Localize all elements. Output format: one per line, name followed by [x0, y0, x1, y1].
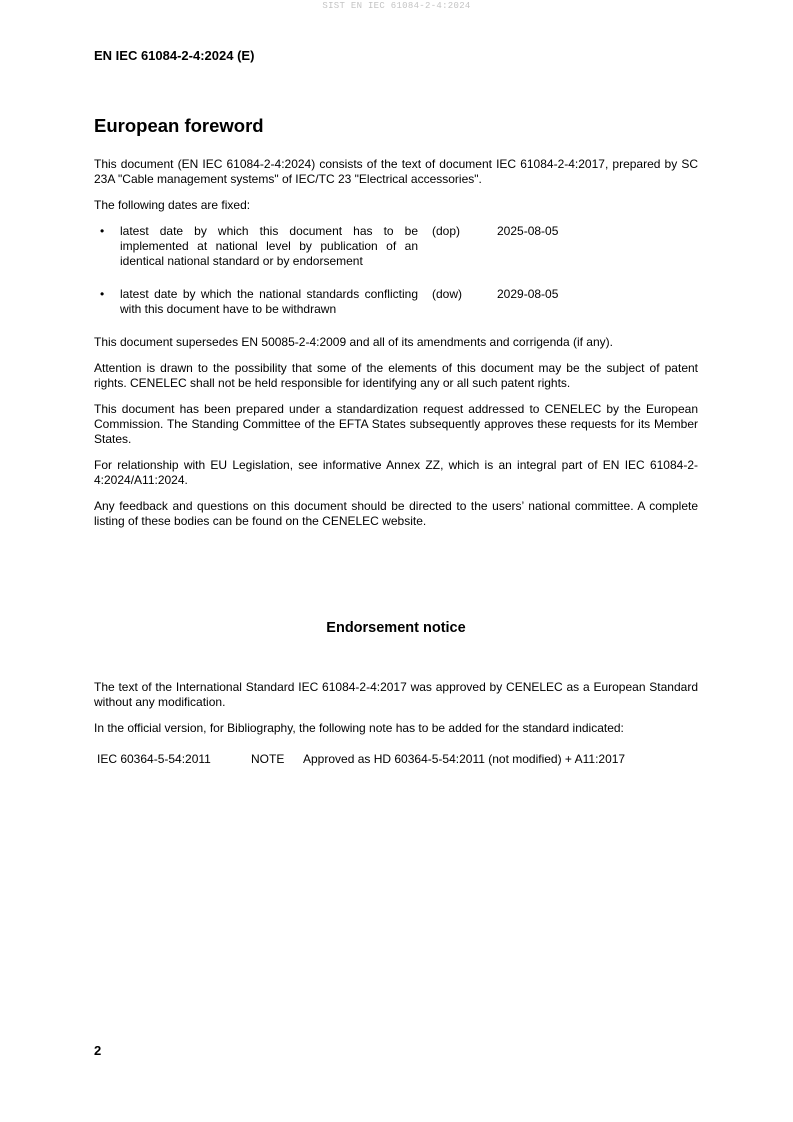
- endorsement-approval-paragraph: The text of the International Standard IEC 61084-2-4:2017 was approved by CENELEC as a European Standard without any modification.: [94, 680, 698, 709]
- date-description: latest date by which this document has to be implemented at national level by publication of an identical national standard or by endorsement: [120, 224, 418, 268]
- foreword-body: [94, 157, 698, 540]
- date-value: 2025-08-05: [497, 224, 559, 238]
- reference-standard: IEC 60364-5-54:2011: [97, 752, 211, 766]
- endorsement-body: [94, 680, 698, 767]
- page-number: 2: [94, 1043, 102, 1058]
- patent-paragraph: Attention is drawn to the possibility that some of the elements of this document may be the subject of patent rights. CENELEC shall not be held responsible for identifying any or all such patent rights.: [94, 361, 698, 390]
- foreword-heading: European foreword: [94, 115, 264, 136]
- supersedes-paragraph: This document supersedes EN 50085-2-4:2009 and all of its amendments and corrigenda (if any).: [94, 335, 613, 349]
- bullet-marker: •: [100, 287, 105, 301]
- date-value: 2029-08-05: [497, 287, 559, 301]
- foreword-intro: This document (EN IEC 61084-2-4:2024) consists of the text of document IEC 61084-2-4:2017, prepared by SC 23A "Cable management systems" of IEC/TC 23 "Electrical accessories".: [94, 157, 698, 186]
- date-item-dop: [94, 224, 698, 269]
- date-description: latest date by which the national standards conflicting with this document have to be withdrawn: [120, 287, 418, 316]
- eu-legislation-paragraph: For relationship with EU Legislation, see informative Annex ZZ, which is an integral part of EN IEC 61084-2-4:2024/A11:2024.: [94, 458, 698, 487]
- reference-note-text: Approved as HD 60364-5-54:2011 (not modified) + A11:2017: [303, 752, 626, 766]
- bibliography-reference: [94, 752, 698, 767]
- endorsement-heading: Endorsement notice: [326, 620, 466, 636]
- feedback-paragraph: Any feedback and questions on this document should be directed to the users’ national committee. A complete listing of these bodies can be found on the CENELEC website.: [94, 499, 698, 528]
- date-item-dow: [94, 287, 698, 317]
- standardization-request-paragraph: This document has been prepared under a standardization request addressed to CENELEC by the European Commission. The Standing Committee of the EFTA States subsequently approves these requests for its Member States.: [94, 402, 698, 446]
- bibliography-note-paragraph: In the official version, for Bibliography, the following note has to be added for the standard indicated:: [94, 721, 624, 735]
- dates-intro: The following dates are fixed:: [94, 198, 251, 212]
- reference-note-label: NOTE: [251, 752, 285, 766]
- bullet-marker: •: [100, 224, 105, 238]
- dates-list: [94, 224, 698, 317]
- date-code: (dow): [432, 287, 463, 301]
- watermark: SIST EN IEC 61084-2-4:2024: [322, 1, 471, 11]
- document-id-header: EN IEC 61084-2-4:2024 (E): [94, 48, 255, 63]
- date-code: (dop): [432, 224, 461, 238]
